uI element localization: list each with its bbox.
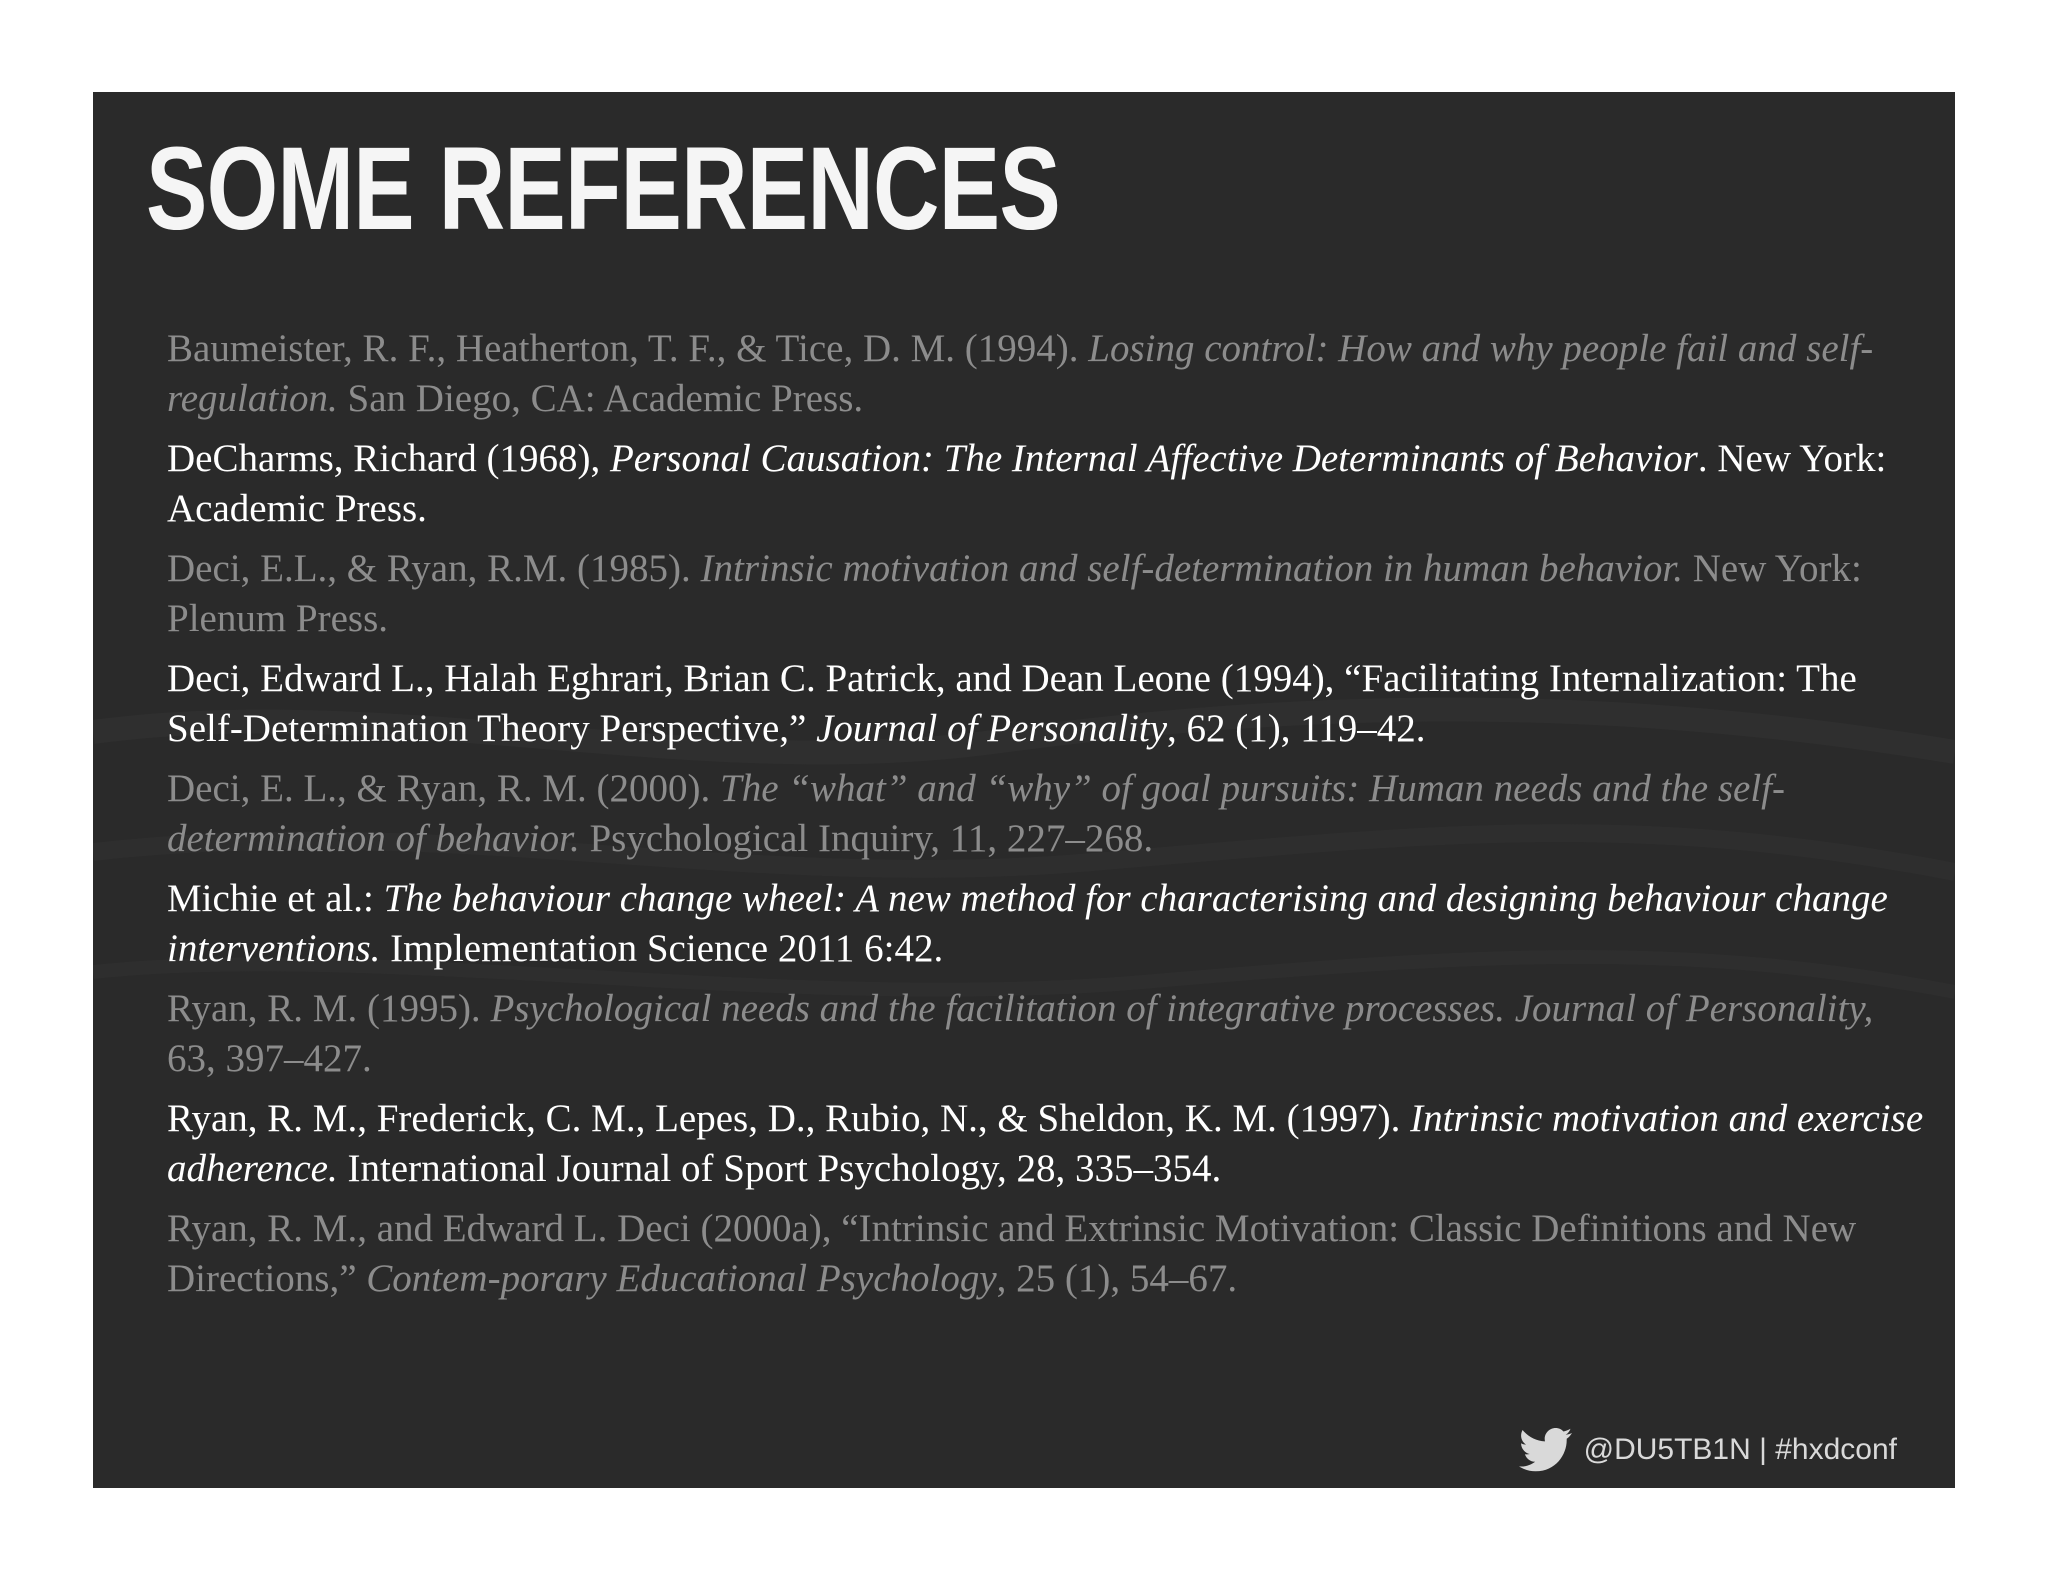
reference-tail: , 62 (1), 119–42. <box>1167 707 1426 750</box>
footer-handle: @DU5TB1N | #hxdconf <box>1583 1433 1897 1466</box>
reference-lead: Ryan, R. M. (1995). <box>167 987 491 1030</box>
reference-tail: International Journal of Sport Psychology, 28, 335–354. <box>337 1147 1222 1190</box>
reference-item <box>167 654 1927 754</box>
reference-title: Psychological needs and the facilitation of integrative processes. Journal of Personality, <box>490 987 1874 1030</box>
slide-title: SOME REFERENCES <box>146 123 1060 255</box>
reference-title: The behaviour change wheel: A new method for characterising and designing behaviour change interventions. <box>167 877 1888 970</box>
twitter-bird-icon <box>1518 1428 1574 1472</box>
reference-lead: Baumeister, R. F., Heatherton, T. F., & Tice, D. M. (1994). <box>167 327 1089 370</box>
reference-tail: 63, 397–427. <box>167 1037 372 1080</box>
reference-item <box>167 1094 1927 1194</box>
slide <box>93 92 1955 1488</box>
reference-lead: Michie et al.: <box>167 877 384 920</box>
reference-title: Contem-porary Educational Psychology <box>366 1257 997 1300</box>
reference-title: Intrinsic motivation and exercise adherence. <box>167 1097 1924 1190</box>
reference-lead: Ryan, R. M., Frederick, C. M., Lepes, D., Rubio, N., & Sheldon, K. M. (1997). <box>167 1097 1411 1140</box>
reference-item <box>167 324 1927 424</box>
reference-title: The “what” and “why” of goal pursuits: Human needs and the self-determination of behavior. <box>167 767 1785 860</box>
slide-footer <box>1518 1428 1897 1472</box>
reference-title: Intrinsic motivation and self-determination in human behavior. <box>700 547 1684 590</box>
reference-tail: Psychological Inquiry, 11, 227–268. <box>579 817 1154 860</box>
reference-lead: Ryan, R. M., and Edward L. Deci (2000a), “Intrinsic and Extrinsic Motivation: Classic Definitions and New Directions,” <box>167 1207 1857 1300</box>
reference-item <box>167 874 1927 974</box>
reference-lead: Deci, E. L., & Ryan, R. M. (2000). <box>167 767 721 810</box>
reference-item <box>167 1204 1927 1304</box>
reference-title: Personal Causation: The Internal Affective Determinants of Behavior <box>609 437 1698 480</box>
reference-list <box>167 324 1927 1314</box>
reference-item <box>167 544 1927 644</box>
reference-lead: DeCharms, Richard (1968), <box>167 437 610 480</box>
reference-tail: San Diego, CA: Academic Press. <box>337 377 864 420</box>
reference-title: Losing control: How and why people fail and self-regulation. <box>167 327 1874 420</box>
reference-tail: , 25 (1), 54–67. <box>996 1257 1238 1300</box>
reference-tail: New York: Plenum Press. <box>167 547 1862 640</box>
reference-item <box>167 764 1927 864</box>
reference-item <box>167 984 1927 1084</box>
reference-item <box>167 434 1927 534</box>
reference-tail: . New York: Academic Press. <box>167 437 1887 530</box>
reference-lead: Deci, Edward L., Halah Eghrari, Brian C. Patrick, and Dean Leone (1994), “Facilitating Internalization: The Self-Determination Theory Perspective,” <box>167 657 1857 750</box>
reference-lead: Deci, E.L., & Ryan, R.M. (1985). <box>167 547 701 590</box>
reference-tail: Implementation Science 2011 6:42. <box>380 927 944 970</box>
reference-title: Journal of Personality <box>816 707 1168 750</box>
